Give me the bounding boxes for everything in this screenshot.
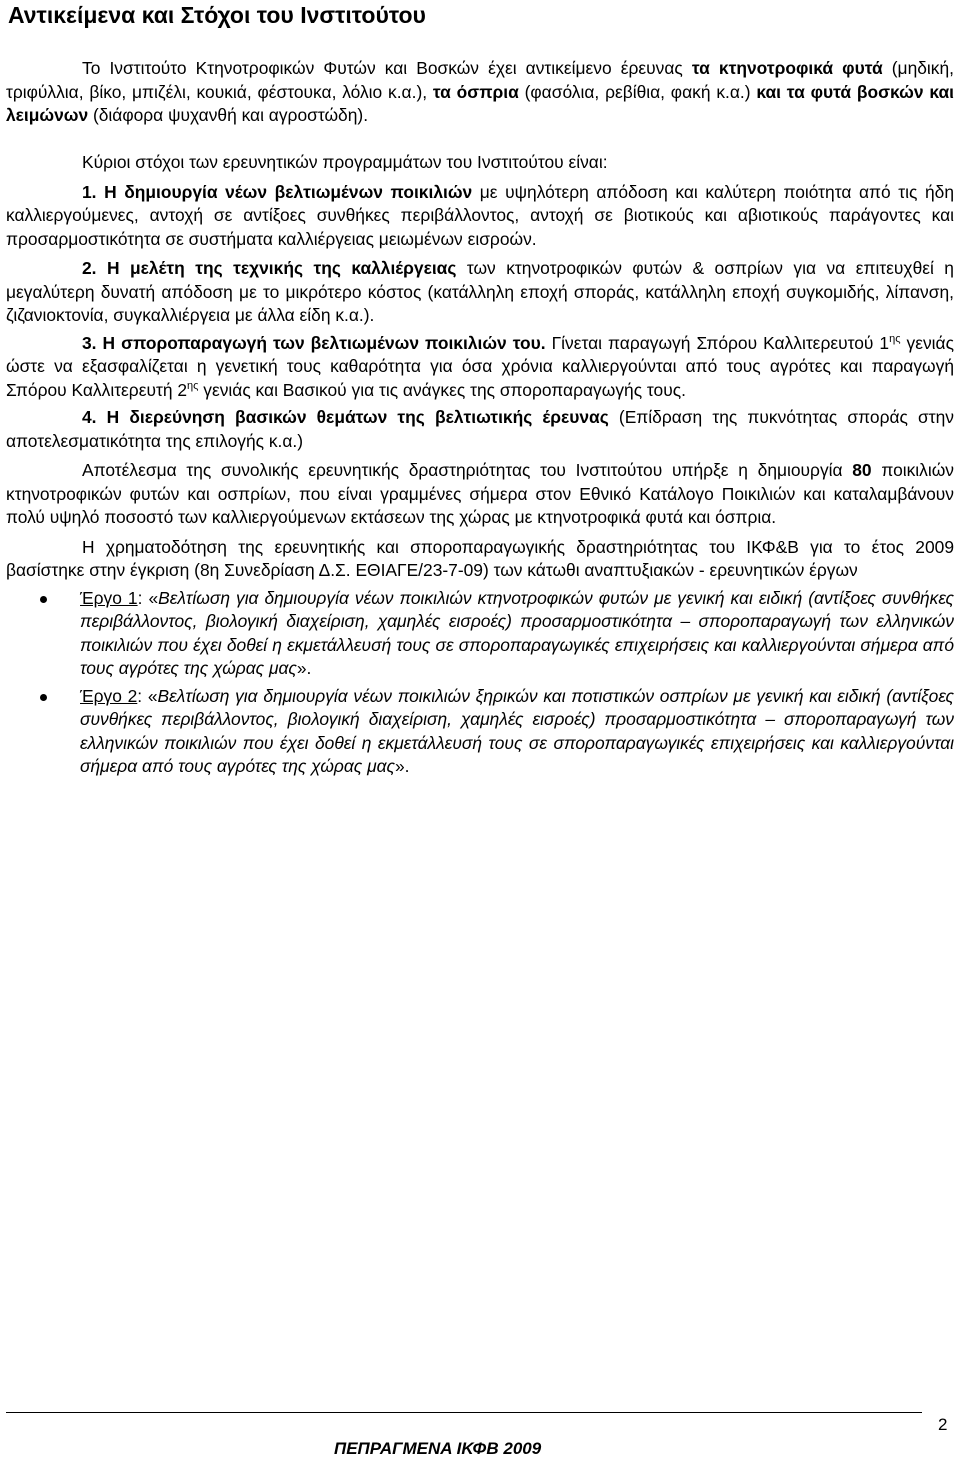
project-label: Έργο 2 [80,685,138,706]
footer-text: ΠΕΠΡΑΓΜΕΝΑ ΙΚΦΒ 2009 [334,1439,542,1458]
result-paragraph: Αποτέλεσμα της συνολικής ερευνητικής δραστηριότητας του Ινστιτούτου υπήρξε η δημιουργία 80 ποικιλιών κτηνοτροφικών φυτών και οσπρίων, που είναι γραμμένες σήμερα στον Εθνικό Κατάλογο Ποικιλιών και καταλαμβάνουν πολύ υψηλό ποσοστό των καλλιεργούμενων εκτάσεων της χώρας με κτηνοτροφικά φυτά και όσπρια. [6,460,954,527]
goal-item: 1. Η δημιουργία νέων βελτιωμένων ποικιλιών με υψηλότερη απόδοση και καλύτερη ποιότητα από τις ήδη καλλιεργούμενες, αντοχή σε αντίξοες συνθήκες περιβάλλοντος, αντοχή σε βιοτικούς και αβιοτικούς παράγοντες και προσαρμοστικότητα σε συστήματα καλλιέργειας μειωμένων εισροών. [6,181,954,249]
page-number: 2 [938,1415,948,1434]
document-body [6,57,954,779]
funding-paragraph: Η χρηματοδότηση της ερευνητικής και σποροπαραγωγικής δραστηριότητας του ΙΚΦ&Β για το έτος 2009 βασίστηκε στην έγκριση (8η Συνεδρίαση Δ.Σ. ΕΘΙΑΓΕ/23-7-09) των κάτωθι αναπτυξιακών - ερευνητικών έργων [6,536,954,580]
bullet-icon [40,694,47,701]
project-label: Έργο 1 [80,587,138,608]
intro-paragraph: Το Ινστιτούτο Κτηνοτροφικών Φυτών και Βοσκών έχει αντικείμενο έρευνας τα κτηνοτροφικά φυτά (μηδική, τριφύλλια, βίκο, μπιζέλι, κουκιά, φέστουκα, λόλιο κ.α.), τα όσπρια (φασόλια, ρεβίθια, φακή κ.α.) και τα φυτά βοσκών και λειμώνων (διάφορα ψυχανθή και αγροστώδη). [6,58,954,125]
list-item: Έργο 2: «Βελτίωση για δημιουργία νέων ποικιλιών ξηρικών και ποτιστικών οσπρίων με γενική και ειδική (αντίξοες συνθήκες περιβάλλοντος, βιολογική διαχείριση, χαμηλές εισροές) προσαρμοστικότητα – σποροπαραγωγή των ελληνικών ποικιλιών που έχει δοθεί η εκμετάλλευσή τους σε σποροπαραγωγικές επιχειρήσεις και καλλιεργούνται σήμερα από τους αγρότες της χώρας μας». [6,685,954,779]
footer-divider [6,1412,922,1413]
bullet-icon [40,596,47,603]
projects-list [6,587,954,779]
list-item: Έργο 1: «Βελτίωση για δημιουργία νέων ποικιλιών κτηνοτροφικών φυτών με γενική και ειδική (αντίξοες συνθήκες περιβάλλοντος, βιολογική διαχείριση, χαμηλές εισροές) προσαρμοστικότητα – σποροπαραγωγή των ελληνικών ποικιλιών που έχει δοθεί η εκμετάλλευσή τους σε σποροπαραγωγικές επιχειρήσεις και καλλιεργούνται σήμερα από τους αγρότες της χώρας μας». [6,587,954,681]
goal-item: 3. Η σποροπαραγωγή των βελτιωμένων ποικιλιών του. Γίνεται παραγωγή Σπόρου Καλλιτερευτού $1^{\eta\varsigma}$ γενιάς ώστε να εξασφαλίζεται η γενετική τους καθαρότητα για όσα χρόνια καλλιεργούνται από τους αγρότες και παραγωγή Σπόρου Καλλιτερευτή $2^{\eta\varsigma}$ γενιάς και Βασικού για τις ανάγκες της σποροπαραγωγής τους. [6,332,954,400]
goal-item: 2. Η μελέτη της τεχνικής της καλλιέργειας των κτηνοτροφικών φυτών & οσπρίων για να επιτευχθεί η μεγαλύτερη δυνατή απόδοση με το μικρότερο κόστος (κατάλληλη εποχή σποράς, κατάλληλη εποχή συγκομιδής, λίπανση, ζιζανιοκτονία, συγκαλλιέργεια με άλλα είδη κ.α.). [6,258,954,325]
goals-intro: Κύριοι στόχοι των ερευνητικών προγραμμάτων του Ινστιτούτου είναι: [82,152,608,172]
page-title: Αντικείμενα και Στόχοι του Ινστιτούτου [8,2,426,28]
goal-item: 4. Η διερεύνηση βασικών θεμάτων της βελτιωτικής έρευνας (Επίδραση της πυκνότητας σποράς στην αποτελεσματικότητα της επιλογής κ.α.) [6,407,954,451]
